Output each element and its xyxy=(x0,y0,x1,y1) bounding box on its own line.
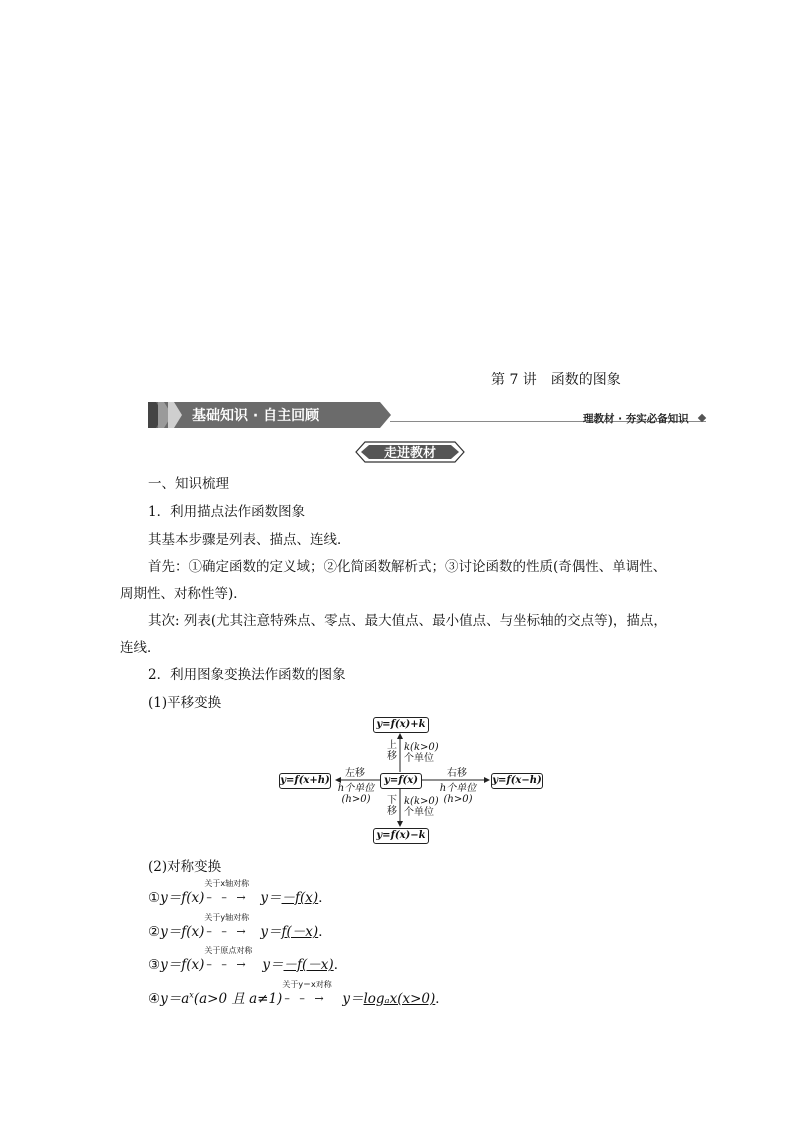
label-down-cond1: k(k>0) xyxy=(404,796,439,807)
sym3-end: ． xyxy=(333,957,348,973)
sym1-arrow: 关于x轴对称 – – → xyxy=(204,879,250,904)
sym3-rhs: y＝ xyxy=(262,957,284,973)
label-up-cond2: 个单位 xyxy=(404,753,434,764)
item2-title: 2．利用图象变换法作函数的图象 xyxy=(148,667,346,683)
sym1-end: ． xyxy=(318,890,332,906)
label-left-cond1: h个单位 xyxy=(337,783,375,794)
sym2-end: ． xyxy=(318,924,332,940)
item1-paragraph2-line2: 周期性、对称性等)． xyxy=(120,586,247,602)
box-bottom: y=f(x)−k xyxy=(373,828,429,844)
sym3-num: ③ xyxy=(148,957,161,973)
sym4-end: ． xyxy=(435,991,449,1007)
label-right-cond1: h个单位 xyxy=(439,783,477,794)
label-up-cond1: k(k>0) xyxy=(404,742,439,753)
label-down-cond2: 个单位 xyxy=(404,807,434,818)
banner-right-text: 理教材 · 夯实必备知识 xyxy=(583,413,689,425)
box-center: y=f(x) xyxy=(380,773,422,789)
sym1-num: ① xyxy=(148,890,161,906)
sym3-arrow: 关于原点对称 – – → xyxy=(204,946,253,971)
chapter-title: 第 7 讲 函数的图象 xyxy=(491,372,621,388)
symmetry-line-1 xyxy=(148,879,332,906)
item1-paragraph3-line2: 连线． xyxy=(120,640,161,656)
sub-heading-symmetry: (2)对称变换 xyxy=(148,859,222,875)
box-top: y=f(x)+k xyxy=(373,717,429,733)
sub-banner xyxy=(355,441,465,463)
sym4-answer: logₐx(x>0) xyxy=(363,991,436,1007)
sym3-over: 关于原点对称 xyxy=(204,946,253,955)
sym2-rhs: y＝ xyxy=(260,924,282,940)
symmetry-line-3 xyxy=(148,946,348,973)
sym2-arrow: 关于y轴对称 – – → xyxy=(204,913,250,938)
symmetry-line-2 xyxy=(148,913,332,940)
sym4-lhs: y＝a xyxy=(160,991,190,1007)
item1-paragraph3-line1: 其次: 列表(尤其注意特殊点、零点、最大值点、最小值点、与坐标轴的交点等)，描点， xyxy=(148,613,667,629)
label-right-cond2: (h>0) xyxy=(443,794,473,805)
sym1-lhs: y＝f(x) xyxy=(160,890,205,906)
item1-title: 1．利用描点法作函数图象 xyxy=(148,504,306,520)
sub-banner-text: 走进教材 xyxy=(383,446,437,461)
label-left-cond2: (h>0) xyxy=(341,794,371,805)
sym1-rhs: y＝ xyxy=(260,890,282,906)
sub-heading-translation: (1)平移变换 xyxy=(148,695,222,711)
sym4-num: ④ xyxy=(148,991,161,1007)
box-left: y=f(x+h) xyxy=(279,773,331,789)
sym2-num: ② xyxy=(148,924,161,940)
sym4-over: 关于y＝x对称 xyxy=(282,980,332,989)
sym2-lhs: y＝f(x) xyxy=(160,924,205,940)
item1-paragraph2-line1: 首先：①确定函数的定义域；②化简函数解析式；③讨论函数的性质(奇偶性、单调性、 xyxy=(148,559,667,575)
sym2-answer: f(－x) xyxy=(281,924,319,940)
sym4-sup: x xyxy=(189,990,194,1000)
section-banner xyxy=(148,402,391,428)
item1-paragraph1: 其基本步骤是列表、描点、连线． xyxy=(148,532,351,548)
symmetry-line-4 xyxy=(148,980,449,1007)
sym3-answer: －f(－x) xyxy=(283,957,334,973)
label-left: 左移 xyxy=(345,768,365,779)
label-right: 右移 xyxy=(447,768,467,779)
label-up: 上移 xyxy=(387,740,397,762)
section-heading: 一、知识梳理 xyxy=(148,476,229,492)
sym4-arrow: 关于y＝x对称 – – → xyxy=(282,980,332,1005)
sym4-lhs2: (a>0 且 a≠1) xyxy=(193,991,283,1007)
banner-left-text: 基础知识 · 自主回顾 xyxy=(192,408,320,424)
sym1-answer: －f(x) xyxy=(281,890,319,906)
sym3-lhs: y＝f(x) xyxy=(160,957,205,973)
sym2-over: 关于y轴对称 xyxy=(204,913,250,922)
sym1-over: 关于x轴对称 xyxy=(204,879,250,888)
box-right: y=f(x−h) xyxy=(491,773,543,789)
sym4-rhs: y＝ xyxy=(342,991,364,1007)
label-down: 下移 xyxy=(387,795,397,817)
translation-diagram xyxy=(270,712,560,847)
